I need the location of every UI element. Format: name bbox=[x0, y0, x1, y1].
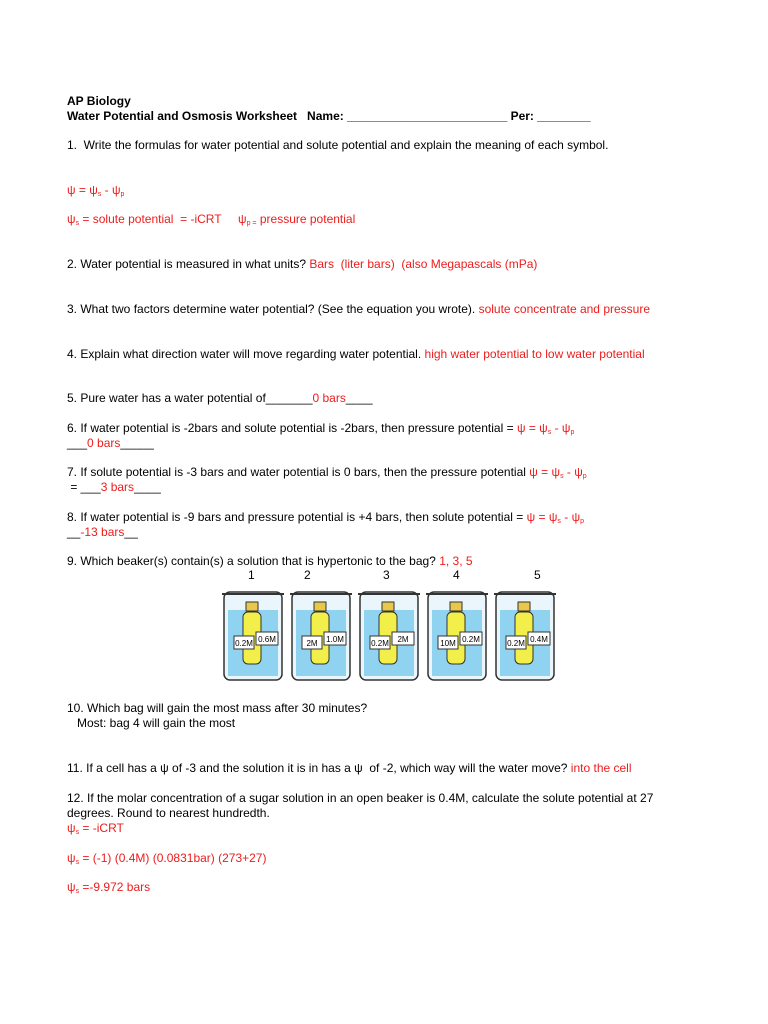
answer-2: Bars (liter bars) (also Megapascals (mPa) bbox=[309, 257, 538, 271]
answer-line-7: = ___3 bars____ bbox=[67, 480, 161, 494]
answer-line-6: ___0 bars_____ bbox=[67, 436, 154, 450]
equation-8: $\psi = \psi_s - \psi_p$ bbox=[526, 510, 585, 525]
answer-6: 0 bars bbox=[87, 436, 121, 450]
answer-12-step-1: $\psi_s$ = -iCRT bbox=[67, 821, 124, 836]
bag-concentration-1: 0.2M bbox=[235, 639, 253, 648]
bag-concentration-5: 0.2M bbox=[507, 639, 525, 648]
beaker-3 bbox=[358, 592, 420, 680]
question-2: 2. Water potential is measured in what units? Bars (liter bars) (also Megapascals (mPa) bbox=[67, 257, 538, 271]
answer-11: into the cell bbox=[570, 761, 632, 775]
question-5: 5. Pure water has a water potential of_______0 bars____ bbox=[67, 391, 373, 405]
equation-7: $\psi = \psi_s - \psi_p$ bbox=[529, 465, 587, 480]
beaker-number-1: 1 bbox=[248, 568, 255, 582]
question-9: 9. Which beaker(s) contain(s) a solution that is hypertonic to the bag? 1, 3, 5 bbox=[67, 554, 473, 568]
beaker-number-2: 2 bbox=[304, 568, 311, 582]
question-7: 7. If solute potential is -3 bars and water potential is 0 bars, then the pressure potential $\psi = \psi_s - \psi_p$ bbox=[67, 465, 587, 480]
question-3: 3. What two factors determine water potential? (See the equation you wrote). solute concentrate and pressure bbox=[67, 302, 651, 316]
answer-7: 3 bars bbox=[100, 480, 135, 494]
solution-concentration-1: 0.6M bbox=[258, 635, 276, 644]
beaker-5 bbox=[494, 592, 556, 680]
beaker-4 bbox=[426, 592, 488, 680]
question-12-line-2: degrees. Round to nearest hundredth. bbox=[67, 806, 270, 820]
bag-concentration-3: 0.2M bbox=[371, 639, 389, 648]
answer-1-formula: $\psi = \psi_s - \psi_p$ bbox=[67, 183, 125, 198]
answer-4: high water potential to low water potential bbox=[424, 347, 645, 361]
solution-concentration-4: 0.2M bbox=[462, 635, 480, 644]
answer-line-8: __-13 bars__ bbox=[67, 525, 138, 539]
solution-concentration-3: 2M bbox=[397, 635, 409, 644]
solution-concentration-2: 1.0M bbox=[326, 635, 344, 644]
solution-concentration-5: 0.4M bbox=[530, 635, 548, 644]
bag-concentration-2: 2M bbox=[306, 639, 318, 648]
question-4: 4. Explain what direction water will move regarding water potential. high water potential to low water potential bbox=[67, 347, 645, 361]
beaker-number-4: 4 bbox=[453, 568, 460, 582]
answer-9: 1, 3, 5 bbox=[439, 554, 473, 568]
beaker-number-5: 5 bbox=[534, 568, 541, 582]
question-1: 1. Write the formulas for water potential and solute potential and explain the meaning of each symbol. bbox=[67, 138, 609, 152]
beaker-1 bbox=[222, 592, 284, 680]
answer-1-definitions: $\psi_s$ = solute potential = -iCRT $\psi_{p =}$ pressure potential bbox=[67, 212, 356, 227]
equation-6: $\psi = \psi_s - \psi_p$ bbox=[516, 421, 575, 436]
question-10: 10. Which bag will gain the most mass after 30 minutes? bbox=[67, 701, 368, 715]
beakers-illustration bbox=[218, 590, 558, 684]
question-8: 8. If water potential is -9 bars and pressure potential is +4 bars, then solute potential = $\psi = \psi_s - \psi_p$ bbox=[67, 510, 585, 525]
question-6: 6. If water potential is -2bars and solute potential is -2bars, then pressure potential = $\psi = \psi_s - \psi_p$ bbox=[67, 421, 575, 436]
bag-concentration-4: 10M bbox=[440, 639, 456, 648]
question-12-line-1: 12. If the molar concentration of a sugar solution in an open beaker is 0.4M, calculate the solute potential at 27 bbox=[67, 791, 654, 805]
answer-3: solute concentrate and pressure bbox=[478, 302, 651, 316]
beaker-2 bbox=[290, 592, 352, 680]
answer-5: 0 bars bbox=[312, 391, 346, 405]
worksheet-title: Water Potential and Osmosis Worksheet Name: ________________________ Per: ________ bbox=[67, 109, 591, 123]
answer-12-step-2: $\psi_s = (-1)$ (0.4M) (0.0831bar) (273+27) bbox=[67, 851, 267, 866]
beaker-number-3: 3 bbox=[383, 568, 390, 582]
answer-12-step-3: $\psi_s =-9.972$ bars bbox=[67, 880, 151, 895]
answer-10: Most: bag 4 will gain the most bbox=[67, 716, 236, 730]
course-title: AP Biology bbox=[67, 94, 131, 108]
question-11: 11. If a cell has a ψ of -3 and the solution it is in has a ψ of -2, which way will the water move? into the cell bbox=[67, 761, 632, 775]
answer-8: -13 bars bbox=[80, 525, 125, 539]
